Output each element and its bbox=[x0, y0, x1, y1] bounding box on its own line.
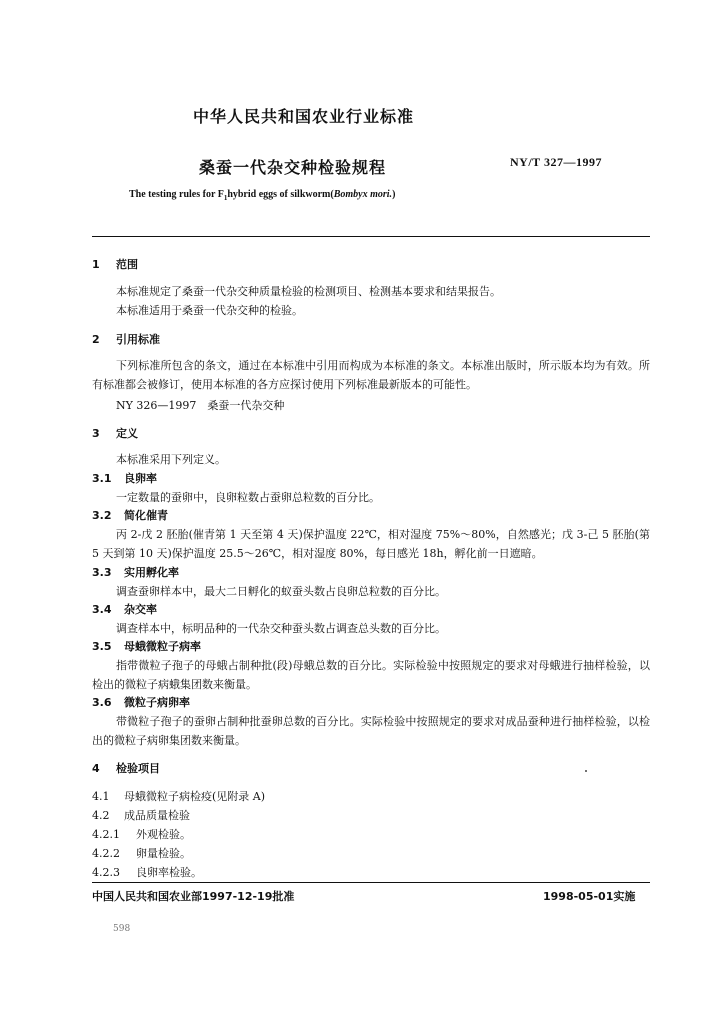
section-4-heading: 4 检验项目 bbox=[92, 762, 160, 775]
section-1-para-1: 本标准规定了桑蚕一代杂交种质量检验的检测项目、检测基本要求和结果报告。 bbox=[116, 285, 501, 298]
standard-org-heading: 中华人民共和国农业行业标准 bbox=[193, 107, 415, 126]
definition-3-5-text: 指带微粒子孢子的母蛾占制种批(段)母蛾总数的百分比。实际检验中按照规定的要求对母蛾进行抽样检验，以检出的微粒子病蛾集团数来衡量。 bbox=[92, 659, 650, 691]
definition-3-6-text: 带微粒子孢子的蚕卵占制种批蚕卵总数的百分比。实际检验中按照规定的要求对成品蚕种进行抽样检验，以检出的微粒子病卵集团数来衡量。 bbox=[92, 715, 650, 747]
page-number: 598 bbox=[113, 924, 131, 934]
implementation-date: 1998-05-01实施 bbox=[543, 890, 636, 903]
approval-line: 中国人民共和国农业部1997-12-19批准 bbox=[92, 890, 295, 903]
item-4-2-1: 4.2.1 外观检验。 bbox=[92, 828, 191, 841]
section-2-reference: NY 326—1997 桑蚕一代杂交种 bbox=[116, 399, 285, 412]
definition-3-5-heading: 3.5 母蛾微粒子病率 bbox=[92, 640, 201, 653]
english-title: The testing rules for $F_1hybrid$ eggs of silkworm(Bombyx mori.) bbox=[129, 189, 396, 202]
item-4-2: 4.2 成品质量检验 bbox=[92, 809, 190, 822]
section-1-heading: 1 范围 bbox=[92, 258, 138, 271]
document-title: 桑蚕一代杂交种检验规程 bbox=[199, 158, 387, 177]
header-rule bbox=[92, 236, 650, 237]
section-2-para-1: 下列标准所包含的条文，通过在本标准中引用而构成为本标准的条文。本标准出版时，所示版本均为有效。所有标准都会被修订，使用本标准的各方应探讨使用下列标准最新版本的可能性。 bbox=[92, 359, 650, 391]
definition-3-3-text: 调查蚕卵样本中，最大二日孵化的蚁蚕头数占良卵总粒数的百分比。 bbox=[116, 585, 446, 598]
scan-speck bbox=[585, 770, 587, 772]
item-4-1: 4.1 母蛾微粒子病检疫(见附录 A) bbox=[92, 790, 266, 803]
item-4-2-2: 4.2.2 卵量检验。 bbox=[92, 847, 191, 860]
section-2-heading: 2 引用标准 bbox=[92, 333, 160, 346]
definition-3-4-text: 调查样本中，标明品种的一代杂交种蚕头数占调查总头数的百分比。 bbox=[116, 622, 446, 635]
definition-3-1-text: 一定数量的蚕卵中，良卵粒数占蚕卵总粒数的百分比。 bbox=[116, 491, 380, 504]
definition-3-1-heading: 3.1 良卵率 bbox=[92, 472, 157, 485]
section-3-heading: 3 定义 bbox=[92, 427, 138, 440]
standard-code: NY/T 327—1997 bbox=[510, 155, 602, 169]
definition-3-3-heading: 3.3 实用孵化率 bbox=[92, 566, 179, 579]
definition-3-2-heading: 3.2 简化催青 bbox=[92, 509, 168, 522]
item-4-2-3: 4.2.3 良卵率检验。 bbox=[92, 866, 202, 879]
section-3-para-1: 本标准采用下列定义。 bbox=[116, 453, 226, 466]
definition-3-6-heading: 3.6 微粒子病卵率 bbox=[92, 696, 190, 709]
definition-3-4-heading: 3.4 杂交率 bbox=[92, 603, 157, 616]
definition-3-2-text: 丙 2-戊 2 胚胎(催青第 1 天至第 4 天)保护温度 22℃，相对湿度 75%～80%，自然感光；戊 3-己 5 胚胎(第 5 天到第 10 天)保护温度 25.5～26℃，相对湿度 80%，每日感光 18h，孵化前一日遮暗。 bbox=[92, 528, 650, 560]
section-1-para-2: 本标准适用于桑蚕一代杂交种的检验。 bbox=[116, 304, 303, 317]
footer-rule bbox=[92, 882, 650, 883]
